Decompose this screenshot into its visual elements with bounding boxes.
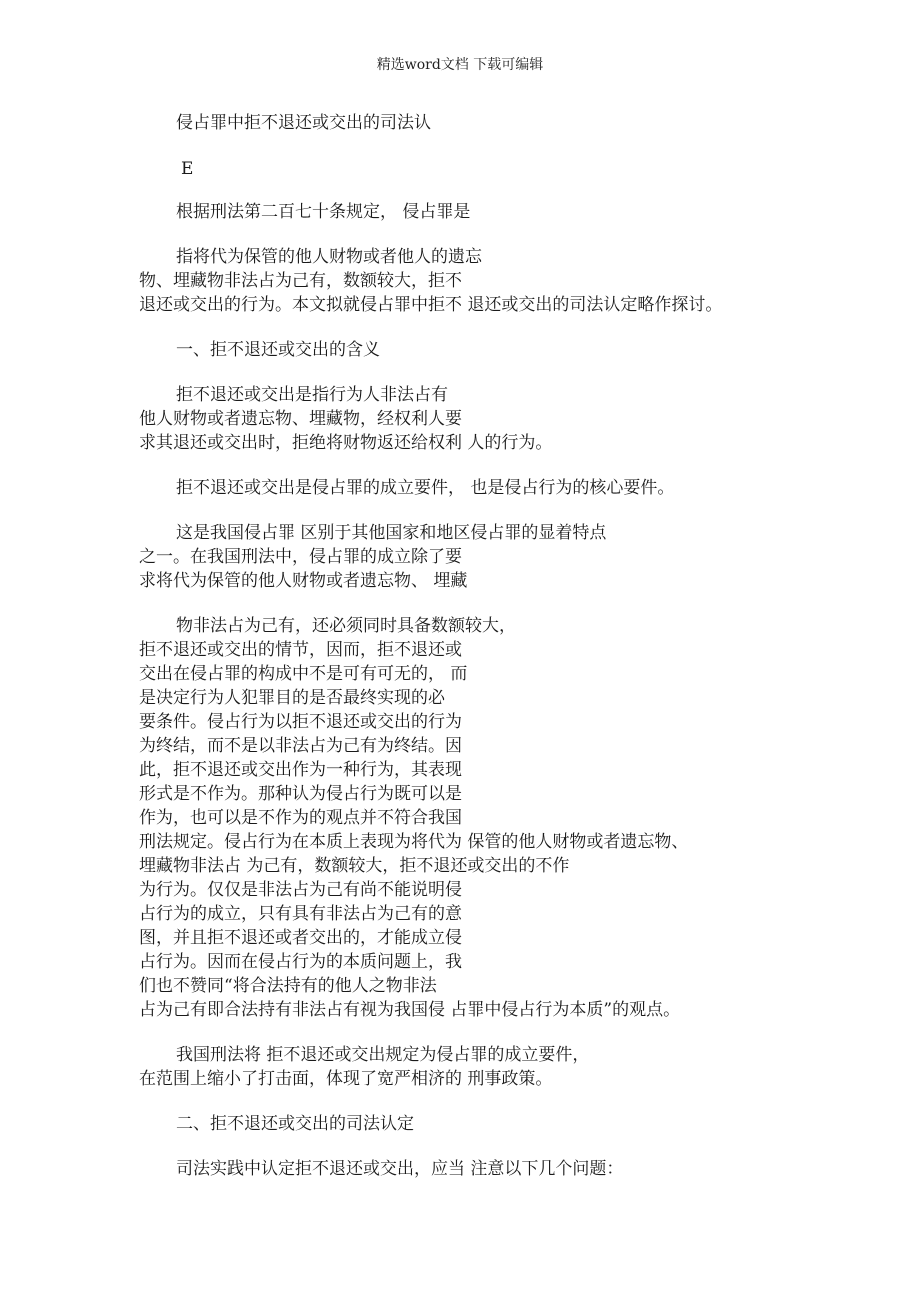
paragraph-7-line-1: 我国刑法将 拒不退还或交出规定为侵占罪的成立要件，: [176, 1045, 590, 1065]
paragraph-6-line-3: 交出在侵占罪的构成中不是可有可无的， 而: [139, 664, 468, 684]
paragraph-5-line-2: 之一。在我国刑法中，侵占罪的成立除了要: [139, 547, 462, 567]
paragraph-6-line-14: 图，并且拒不退还或者交出的，才能成立侵: [139, 928, 462, 948]
paragraph-6-line-1: 物非法占为己有，还必须同时具备数额较大，: [176, 616, 516, 636]
paragraph-2-line-3: 退还或交出的行为。本文拟就侵占罪中拒不 退还或交出的司法认定略作探讨。: [139, 295, 723, 315]
title-line-1: 侵占罪中拒不退还或交出的司法认: [176, 113, 431, 133]
paragraph-6-line-11: 埋藏物非法占 为己有，数额较大，拒不退还或交出的不作: [139, 856, 570, 876]
page-header: 精选word文档 下载可编辑: [376, 57, 544, 73]
paragraph-6-line-9: 作为，也可以是不作为的观点并不符合我国: [139, 808, 462, 828]
paragraph-6-line-12: 为行为。仅仅是非法占为己有尚不能说明侵: [139, 880, 462, 900]
paragraph-2-line-1: 指将代为保管的他人财物或者他人的遗忘: [176, 247, 482, 267]
paragraph-5-line-3: 求将代为保管的他人财物或者遗忘物、 埋藏: [139, 571, 468, 591]
paragraph-6-line-7: 此，拒不退还或交出作为一种行为，其表现: [139, 760, 462, 780]
paragraph-3-line-1: 拒不退还或交出是指行为人非法占有: [176, 385, 448, 405]
paragraph-8-line-1: 司法实践中认定拒不退还或交出，应当 注意以下几个问题：: [176, 1159, 624, 1179]
paragraph-7-line-2: 在范围上缩小了打击面，体现了宽严相济的 刑事政策。: [139, 1069, 553, 1089]
paragraph-6-line-8: 形式是不作为。那种认为侵占行为既可以是: [139, 784, 462, 804]
paragraph-6-line-16: 们也不赞同“将合法持有的他人之物非法: [139, 976, 437, 996]
paragraph-4-line-1: 拒不退还或交出是侵占罪的成立要件， 也是侵占行为的核心要件。: [176, 478, 675, 498]
paragraph-1-line-1: 根据刑法第二百七十条规定， 侵占罪是: [176, 202, 471, 222]
paragraph-6-line-15: 占行为。因而在侵占行为的本质问题上，我: [139, 952, 462, 972]
paragraph-6-line-17: 占为己有即合法持有非法占有视为我国侵 占罪中侵占行为本质”的观点。: [139, 1000, 681, 1020]
section-heading-2: 二、拒不退还或交出的司法认定: [176, 1114, 414, 1134]
section-heading-1: 一、拒不退还或交出的含义: [176, 340, 380, 360]
paragraph-2-line-2: 物、埋藏物非法占为己有，数额较大，拒不: [139, 271, 462, 291]
paragraph-6-line-4: 是决定行为人犯罪目的是否最终实现的必: [139, 688, 445, 708]
paragraph-6-line-13: 占行为的成立，只有具有非法占为己有的意: [139, 904, 462, 924]
paragraph-6-line-6: 为终结，而不是以非法占为己有为终结。因: [139, 736, 462, 756]
paragraph-6-line-10: 刑法规定。侵占行为在本质上表现为将代为 保管的他人财物或者遗忘物、: [139, 832, 689, 852]
paragraph-6-line-2: 拒不退还或交出的情节，因而，拒不退还或: [139, 640, 462, 660]
paragraph-3-line-2: 他人财物或者遗忘物、埋藏物，经权利人要: [139, 409, 462, 429]
title-line-2: E: [181, 159, 194, 179]
paragraph-6-line-5: 要条件。侵占行为以拒不退还或交出的行为: [139, 712, 462, 732]
paragraph-3-line-3: 求其退还或交出时，拒绝将财物返还给权利 人的行为。: [139, 433, 553, 453]
paragraph-5-line-1: 这是我国侵占罪 区别于其他国家和地区侵占罪的显着特点: [176, 523, 607, 543]
